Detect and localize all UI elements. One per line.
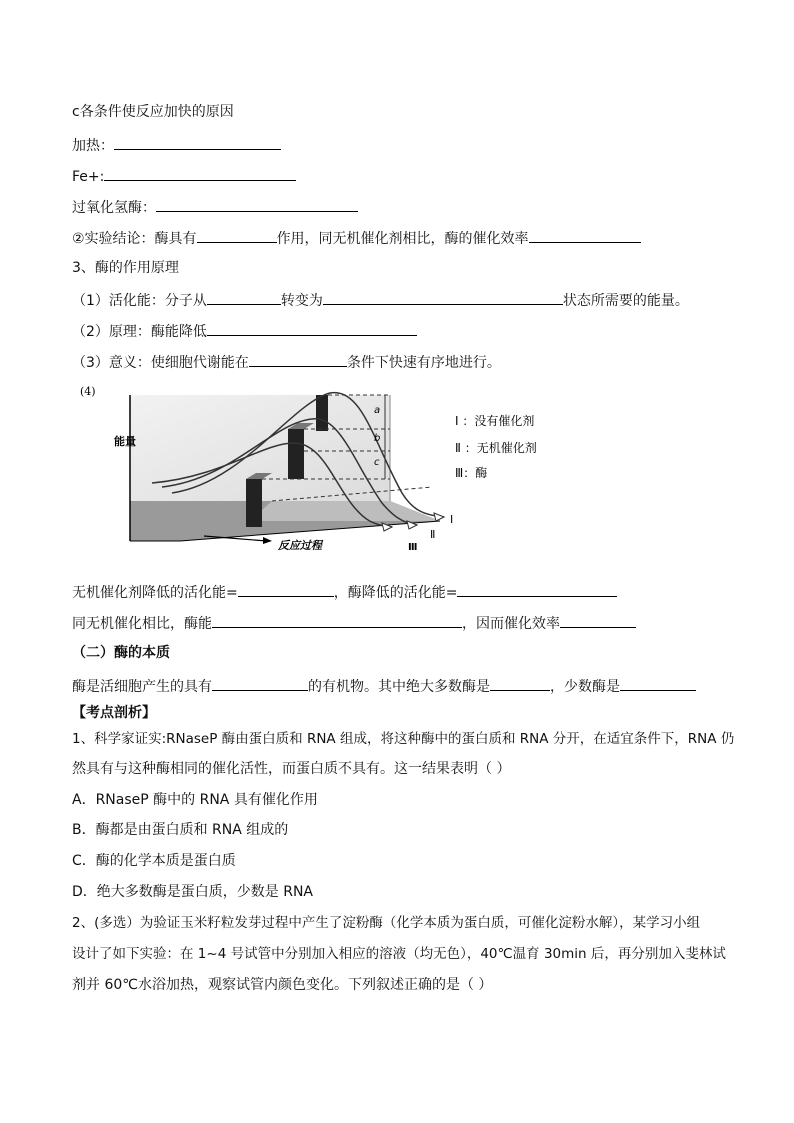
x-axis-arrowhead	[263, 537, 272, 544]
meaning-suffix: 条件下快速有序地进行。	[346, 355, 501, 371]
curve-label-III: Ⅲ	[408, 542, 418, 553]
gap-label-c: c	[374, 457, 380, 468]
q2-line2: 设计了如下实验：在 1~4 号试管中分别加入相应的溶液（均无色），40℃温育 30min 后，再分别加入斐林试	[72, 946, 726, 962]
q1-option-d: D．绝大多数酶是蛋白质，少数是 RNA	[72, 884, 314, 900]
inorganic-prefix: 无机催化剂降低的活化能=	[72, 585, 238, 601]
legend-II: Ⅱ ：无机催化剂	[455, 441, 537, 455]
essence-heading: （二）酶的本质	[72, 645, 170, 661]
curve-label-II: Ⅱ	[430, 528, 436, 541]
arrowhead-I	[434, 513, 444, 521]
compare-blank-2	[560, 613, 636, 628]
compare-suffix: ，因而催化效率	[462, 616, 560, 632]
fe-line	[72, 166, 296, 186]
x-axis-label: 反应过程	[278, 539, 322, 552]
essence-line	[72, 676, 696, 696]
activation-energy-diagram	[72, 383, 572, 555]
diagram-number: (4)	[80, 385, 96, 398]
conclusion-line	[72, 228, 641, 248]
principle-heading: 3、酶的作用原理	[72, 260, 179, 276]
enzyme-block	[316, 395, 328, 431]
activation-mid: 转变为	[280, 293, 323, 309]
gap-label-b: b	[374, 433, 381, 444]
principle-line	[72, 321, 417, 341]
fe-blank	[104, 166, 296, 181]
heat-line	[72, 135, 281, 155]
y-axis-label: 能量	[114, 435, 136, 448]
gap-label-a: a	[374, 405, 381, 416]
essence-blank-3	[620, 676, 696, 691]
activation-blank-2	[323, 290, 563, 305]
compare-blank-1	[212, 613, 462, 628]
q1-option-c: C．酶的化学本质是蛋白质	[72, 853, 236, 869]
q1-option-a: A．RNaseP 酶中的 RNA 具有催化作用	[72, 792, 318, 808]
q2-line3: 剂并 60℃水浴加热，观察试管内颜色变化。下列叙述正确的是（ ）	[72, 977, 493, 993]
q1-line1: 1、科学家证实:RNaseP 酶由蛋白质和 RNA 组成，将这种酶中的蛋白质和 RNA 分开，在适宜条件下，RNA 仍	[72, 731, 735, 747]
reactant-block	[246, 479, 262, 527]
compare-prefix: 同无机催化相比，酶能	[72, 616, 212, 632]
essence-prefix: 酶是活细胞产生的具有	[72, 679, 212, 695]
conclusion-blank-2	[529, 228, 641, 243]
essence-blank-2	[490, 676, 550, 691]
essence-mid2: ，少数酶是	[550, 679, 620, 695]
legend-III: Ⅲ：酶	[455, 466, 488, 480]
conclusion-blank-1	[197, 228, 277, 243]
catalase-blank	[156, 197, 358, 212]
fe-label: Fe+:	[72, 169, 105, 185]
reduction-line	[72, 582, 617, 602]
q1-line2: 然具有与这种酶相同的催化活性，而蛋白质不具有。这一结果表明（ ）	[72, 761, 511, 777]
meaning-blank	[249, 352, 347, 367]
activation-suffix: 状态所需要的能量。	[562, 293, 689, 309]
compare-line	[72, 613, 636, 633]
legend-I: Ⅰ ：没有催化剂	[455, 414, 535, 428]
activation-blank-1	[207, 290, 281, 305]
inorganic-block	[288, 429, 304, 479]
meaning-line	[72, 352, 501, 372]
activation-line	[72, 290, 689, 310]
catalase-label: 过氧化氢酶：	[72, 200, 156, 216]
heat-blank	[114, 135, 281, 150]
analysis-heading: 【考点剖析】	[72, 705, 156, 721]
heat-label: 加热：	[72, 138, 114, 154]
essence-blank-1	[212, 676, 308, 691]
conclusion-mid: 作用，同无机催化剂相比，酶的催化效率	[276, 231, 529, 247]
q1-option-b: B．酶都是由蛋白质和 RNA 组成的	[72, 822, 289, 838]
enzyme-blank	[457, 582, 617, 597]
activation-prefix: （1）活化能：分子从	[72, 293, 207, 309]
curve-label-I: Ⅰ	[450, 513, 454, 526]
meaning-prefix: （3）意义：使细胞代谢能在	[72, 355, 249, 371]
principle-blank	[207, 321, 417, 336]
conclusion-prefix: ②实验结论：酶具有	[72, 231, 197, 247]
section-c-heading: c各条件使反应加快的原因	[72, 104, 234, 120]
enzyme-prefix: ，酶降低的活化能=	[333, 585, 458, 601]
catalase-line	[72, 197, 358, 217]
essence-mid1: 的有机物。其中绝大多数酶是	[308, 679, 490, 695]
q2-line1: 2、(多选）为验证玉米籽粒发芽过程中产生了淀粉酶（化学本质为蛋白质，可催化淀粉水解），某学习小组	[72, 915, 701, 931]
inorganic-blank	[238, 582, 334, 597]
principle-prefix: （2）原理：酶能降低	[72, 324, 207, 340]
